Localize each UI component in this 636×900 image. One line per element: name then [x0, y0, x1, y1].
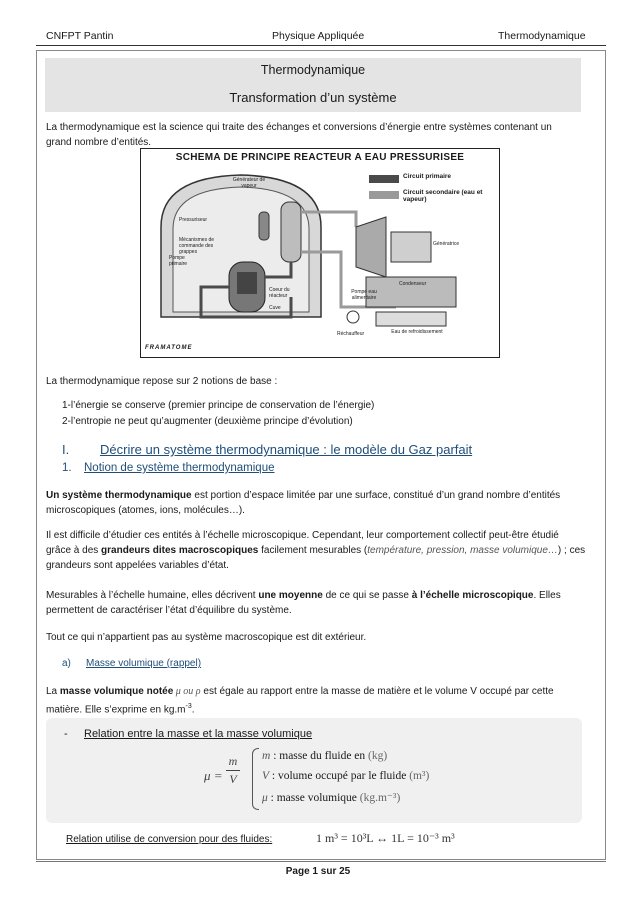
page-number: Page 1 sur 25 [285, 866, 351, 877]
pressurizer [259, 212, 269, 240]
para2-line-1: Il est difficile d’étudier ces entités à l’échelle microscopique. Cependant, leur comportement collectif peut-être étudié [46, 530, 559, 541]
para2-line-2 [46, 543, 586, 558]
para1-line-2: microscopiques (atomes, ions, molécules…). [46, 505, 245, 516]
row-mu-symbol: μ [262, 792, 268, 804]
formula-numerator: m [228, 754, 238, 768]
legend-secondary-swatch [369, 191, 399, 199]
para5-line-2 [46, 699, 586, 717]
label-pompe-primaire: Pompe primaire [169, 255, 188, 267]
subsection-1-number: 1. [62, 462, 72, 474]
formula-denominator: V [229, 772, 237, 786]
paragraph-exterieur: Tout ce qui n’appartient pas au système macroscopique est dit extérieur. [46, 632, 367, 643]
reactor-diagram [140, 148, 500, 358]
conversion-label: Relation utilise de conversion pour des fluides: [66, 834, 273, 845]
para5-la: La [46, 686, 60, 697]
relation-bullet: - [64, 728, 68, 740]
para3-l1b: de ce qui se passe [322, 590, 412, 601]
row-mu-text: : masse volumique [267, 792, 360, 804]
notions-intro: La thermodynamique repose sur 2 notions de base : [46, 376, 278, 387]
row-m-text: : masse du fluide en [270, 750, 369, 762]
row-v-symbol: V [262, 770, 270, 782]
para2-line-3: grandeurs sont appelées variables d’état. [46, 560, 229, 571]
notion-item-2: 2-l’entropie ne peut qu’augmenter (deuxième principe d’évolution) [62, 416, 353, 427]
label-generateur: Générateur de vapeur [232, 177, 266, 189]
formula-lhs: μ = [204, 768, 223, 783]
para5-bold: masse volumique notée [59, 686, 174, 697]
subsection-1-title: Notion de système thermodynamique [84, 462, 275, 474]
header-rule [36, 45, 606, 46]
label-pressuriseur: Pressuriseur [179, 217, 208, 223]
para2-italic: température, pression, masse volumique… [367, 545, 558, 556]
label-pompe-eau: Pompe eau alimentaire [351, 289, 377, 301]
label-mecanismes: Mécanismes de commande des grappes [179, 237, 215, 255]
para3-bold-2: à l’échelle microscopique [411, 590, 534, 601]
para1-line-1 [46, 488, 586, 503]
turbine [356, 217, 386, 277]
feed-pump [347, 311, 359, 323]
relation-box [46, 718, 582, 823]
para3-l1a: Mesurables à l’échelle humaine, elles décrivent [46, 590, 259, 601]
relation-row-m [262, 750, 387, 762]
para2-l2c: ) ; ces [557, 545, 586, 556]
intro-paragraph [46, 120, 586, 150]
header-center: Physique Appliquée [272, 30, 365, 42]
para5-symbol: μ ou ρ [173, 686, 201, 697]
fraction-bar [226, 770, 240, 771]
label-generatrice: Génératrice [433, 241, 460, 247]
relation-title: Relation entre la masse et la masse volumique [84, 728, 313, 740]
label-eau-refroidissement: Eau de refroidissement [391, 329, 443, 335]
para3-line-2: permettent de caractériser l’état d’équilibre du système. [46, 605, 292, 616]
label-coeur: Coeur du réacteur [269, 287, 290, 299]
notion-item-1: 1-l’énergie se conserve (premier principe de conservation de l’énergie) [62, 400, 375, 411]
para5-l2a: matière. Elle s’exprime en kg.m [46, 704, 186, 716]
header-left: CNFPT Pantin [46, 30, 114, 42]
para5-sup: -3 [185, 703, 192, 710]
diagram-title: SCHEMA DE PRINCIPE REACTEUR A EAU PRESSURISEE [175, 152, 465, 163]
legend-secondary-label: Circuit secondaire (eau et vapeur) [403, 189, 483, 203]
paragraph-macroscopique [46, 528, 586, 573]
section-1-number: I. [62, 442, 70, 457]
page-subtitle: Transformation d’un système [229, 90, 397, 105]
page-title: Thermodynamique [260, 63, 366, 77]
sub-a-number: a) [62, 658, 71, 669]
sub-a-title: Masse volumique (rappel) [86, 658, 202, 669]
reactor-core [237, 272, 257, 294]
para5-rest: est égale au rapport entre la masse de matière et le volume V occupé par cette [200, 686, 554, 697]
brace [252, 748, 259, 810]
header-right: Thermodynamique [498, 30, 586, 42]
para2-bold: grandeurs dites macroscopiques [101, 545, 259, 556]
para3-line-1 [46, 588, 586, 603]
para3-l1c: . Elles [533, 590, 561, 601]
para3-bold-1: une moyenne [258, 590, 323, 601]
row-m-symbol: m [262, 750, 271, 762]
conversion-formula: 1 m³ = 10³L ↔ 1L = 10⁻³ m³ [316, 831, 455, 845]
paragraph-masse-volumique [46, 684, 586, 717]
generator-box [391, 232, 431, 262]
row-mu-unit: (kg.m⁻³) [359, 792, 401, 804]
paragraph-systeme [46, 488, 586, 518]
para5-l2b: . [191, 704, 195, 716]
label-rechauffeur: Réchauffeur [337, 331, 365, 337]
row-v-unit: (m³) [409, 770, 430, 782]
row-v-text: : volume occupé par le fluide [269, 770, 410, 782]
footer-rule [36, 861, 606, 862]
intro-line-1: La thermodynamique est la science qui traite des échanges et conversions d’énergie entre systèmes contenant un [46, 122, 552, 133]
legend-primary-label: Circuit primaire [403, 173, 452, 180]
title-box [45, 58, 581, 112]
para1-rest: est portion d’espace limitée par une surface, constitué d’un grand nombre d’entités [191, 490, 561, 501]
para2-l2b: facilement mesurables ( [258, 545, 368, 556]
intro-line-2: grand nombre d’entités. [46, 137, 152, 148]
steam-generator [281, 202, 301, 262]
para1-bold: Un système thermodynamique [46, 490, 192, 501]
para5-line-1 [46, 684, 586, 699]
legend-primary-swatch [369, 175, 399, 183]
framatome-logo: FRAMATOME [145, 345, 193, 351]
label-condenseur: Condenseur [399, 281, 427, 287]
paragraph-mesurables [46, 588, 586, 618]
relation-row-mu [262, 790, 400, 804]
relation-row-v [262, 770, 429, 782]
section-1-title: Décrire un système thermodynamique : le modèle du Gaz parfait [100, 442, 473, 457]
row-m-unit: (kg) [368, 750, 388, 762]
label-cuve: Cuve [269, 305, 281, 311]
cooling-water [376, 312, 446, 326]
para2-l2a: grâce à des [46, 545, 102, 556]
